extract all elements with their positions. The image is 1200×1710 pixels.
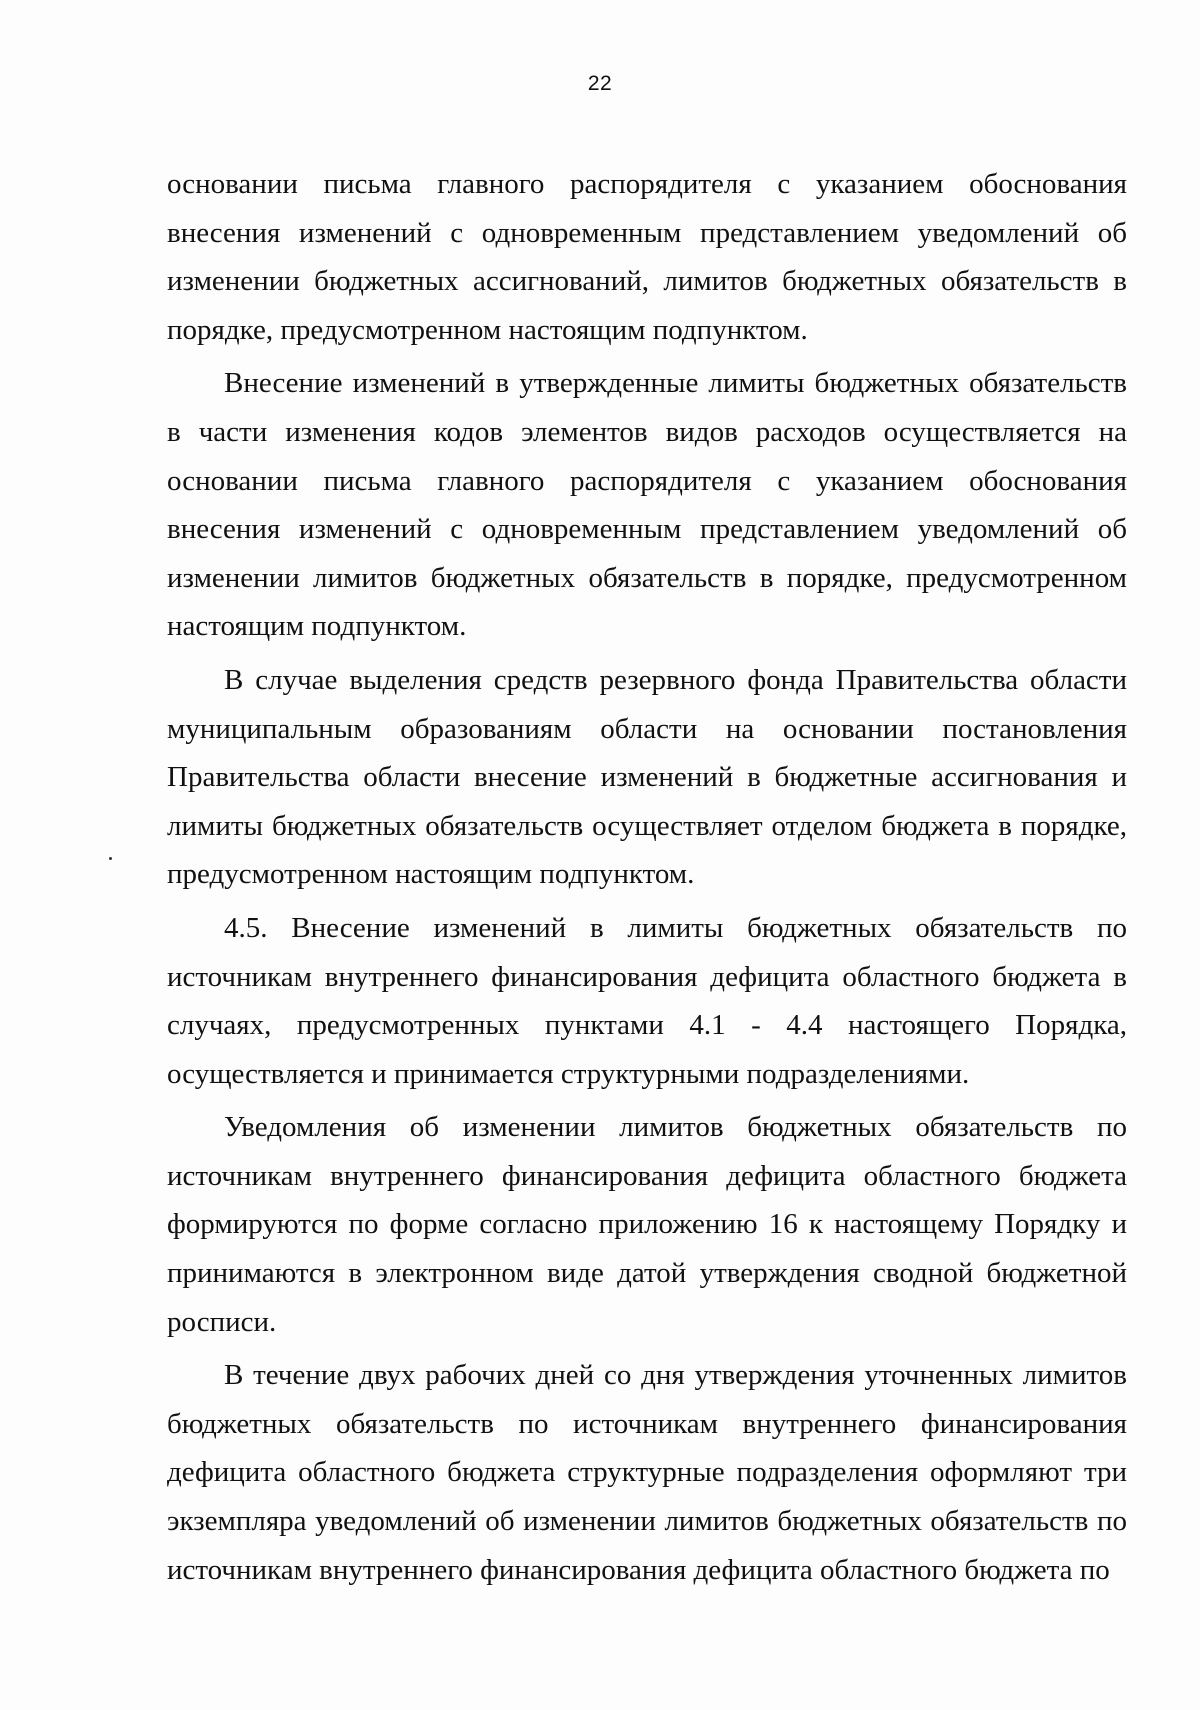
document-body <box>167 160 1127 1599</box>
paragraph-continuation: основании письма главного распорядителя с указанием обоснования внесения изменений с одновременным представлением уведомлений об изменении бюджетных ассигнований, лимитов бюджетных обязательств в порядке, предусмотренном настоящим подпунктом. <box>167 168 1127 346</box>
paragraph-section-4-5: 4.5. Внесение изменений в лимиты бюджетных обязательств по источникам внутреннего финансирования дефицита областного бюджета в случаях, предусмотренных пунктами 4.1 - 4.4 настоящего Порядка, осуществляется и принимается структурными подразделениями. <box>167 911 1127 1090</box>
paragraph-limits-change-expense-codes: Внесение изменений в утвержденные лимиты бюджетных обязательств в части изменения кодов элементов видов расходов осуществляется на основании письма главного распорядителя с указанием обоснования внесения изменений с одновременным представлением уведомлений об изменении лимитов бюджетных обязательств в порядке, предусмотренном настоящим подпунктом. <box>167 367 1127 643</box>
paragraph-two-working-days: В течение двух рабочих дней со дня утверждения уточненных лимитов бюджетных обязательств по источникам внутреннего финансирования дефицита областного бюджета структурные подразделения оформляют три экземпляра уведомлений об изменении лимитов бюджетных обязательств по источникам внутреннего финансирования дефицита областного бюджета по <box>167 1359 1127 1586</box>
page-number: 22 <box>587 72 613 95</box>
paragraph-reserve-fund: В случае выделения средств резервного фонда Правительства области муниципальным образованиям области на основании постановления Правительства области внесение изменений в бюджетные ассигнования и лимиты бюджетных обязательств осуществляет отделом бюджета в порядке, предусмотренном настоящим подпунктом. <box>167 663 1127 891</box>
scan-artifact-dot <box>109 857 112 860</box>
paragraph-notifications-form: Уведомления об изменении лимитов бюджетных обязательств по источникам внутреннего финансирования дефицита областного бюджета формируются по форме согласно приложению 16 к настоящему Порядку и принимаются в электронном виде датой утверждения сводной бюджетной росписи. <box>167 1111 1127 1338</box>
